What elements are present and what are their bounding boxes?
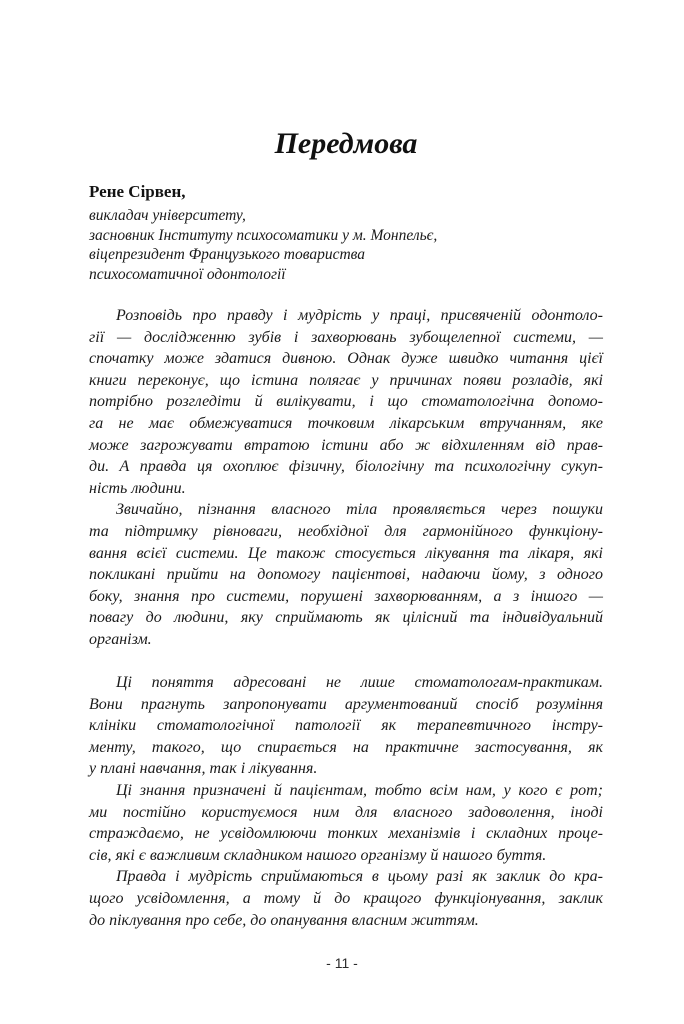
author-role-line: засновник Інституту психосоматики у м. Монпельє,: [89, 226, 438, 244]
paragraph-line: потрібно розгледіти й вилікувати, і що стоматологічна допомо-: [89, 393, 603, 411]
paragraph-line: Розповідь про правду і мудрість у праці, присвяченій одонтоло-: [116, 307, 603, 324]
author-role-line: викладач університету,: [89, 207, 246, 224]
author-name: Рене Сірвен,: [89, 182, 186, 201]
paragraph: [89, 780, 603, 866]
paragraph-line: Правда і мудрість сприймаються в цьому разі як заклик до кра-: [116, 868, 603, 886]
page-content: [89, 0, 603, 931]
page-number: - 11 -: [326, 955, 358, 971]
paragraph-line: ність людини.: [89, 479, 186, 497]
paragraph: [89, 499, 603, 650]
paragraph-line: менту, такого, що спирається на практичне застосування, як: [89, 738, 603, 756]
paragraph-line: спочатку може здатися дивною. Однак дуже швидко читання цієї: [89, 350, 603, 368]
paragraph-line: Вони прагнуть запропонувати аргументований спосіб розуміння: [89, 695, 603, 713]
paragraph-line: до піклування про себе, до опанування власним життям.: [89, 911, 479, 929]
author-role-line: віцепрезидент Французького товариства: [89, 246, 366, 263]
paragraph-line: у плані навчання, так і лікування.: [89, 760, 318, 778]
paragraph-line: боку, знання про системи, порушені захворюванням, а з іншого —: [89, 587, 603, 605]
paragraph-line: гії — дослідженню зубів і захворювань зубощелепної системи, —: [89, 328, 603, 346]
body-paragraphs: [89, 305, 603, 931]
paragraph-line: Ці поняття адресовані не лише стоматологам-практикам.: [116, 674, 603, 692]
paragraph-line: Ці знання призначені й пацієнтам, тобто всім нам, у кого є рот;: [116, 782, 603, 800]
paragraph-line: вання всієї системи. Це також стосується лікування та лікаря, які: [89, 544, 603, 562]
paragraph-line: організм.: [89, 630, 152, 648]
paragraph-line: ди. А правда ця охоплює фізичну, біологічну та психологічну сукуп-: [89, 458, 603, 476]
paragraph: [89, 305, 603, 499]
paragraph-line: та підтримку рівноваги, необхідної для гармонійного функціону-: [89, 522, 603, 540]
paragraph-line: щого усвідомлення, а тому й до кращого функціонування, заклик: [89, 890, 603, 908]
paragraph-line: клініки стоматологічної патології як терапевтичного інстру-: [89, 717, 603, 735]
paragraph: [89, 672, 603, 780]
author-role-line: психосоматичної одонтології: [89, 265, 286, 283]
paragraph-line: страждаємо, не усвідомлюючи тонких механізмів і складних проце-: [89, 825, 603, 843]
paragraph-line: ми постійно користуємося ним для власного задоволення, іноді: [89, 803, 603, 821]
page-title: Передмова: [274, 127, 418, 160]
paragraph-line: покликані прийти на допомогу пацієнтові, надаючи йому, з одного: [89, 566, 603, 584]
paragraph-line: сів, які є важливим складником нашого організму й нашого буття.: [89, 846, 547, 864]
paragraph-line: книги переконує, що істина полягає у причинах появи розладів, які: [89, 371, 603, 389]
paragraph: [89, 866, 603, 931]
paragraph-line: повагу до людини, яку сприймають як цілісний та індивідуальний: [89, 609, 603, 627]
paragraph-line: Звичайно, пізнання власного тіла проявляється через пошуки: [116, 501, 603, 519]
paragraph-line: може загрожувати втратою істини або ж відхиленням від прав-: [89, 436, 603, 454]
author-roles: [89, 206, 603, 284]
paragraph-line: га не має обмежуватися точковим лікарським втручанням, яке: [89, 414, 603, 432]
